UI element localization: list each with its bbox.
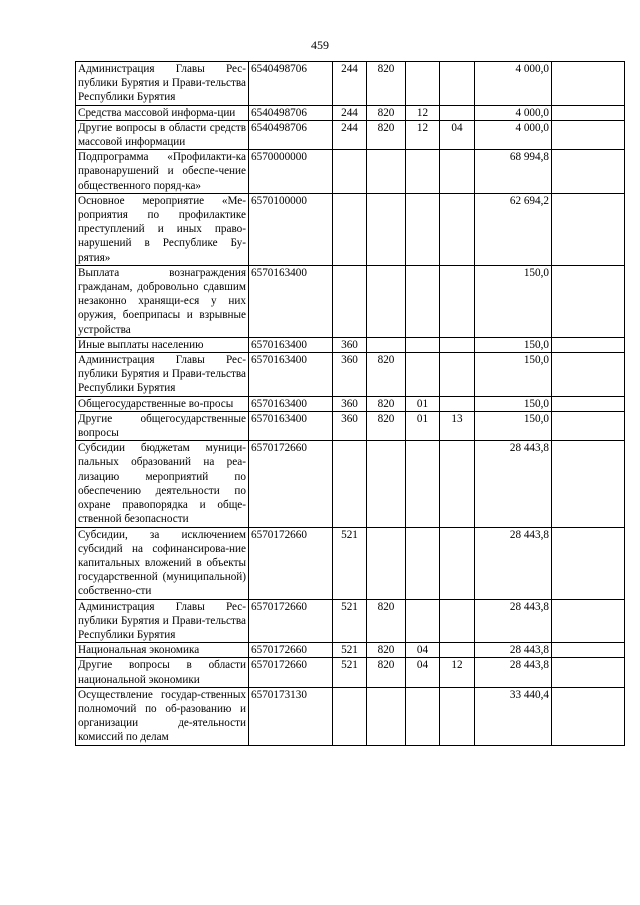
row-subsection [440, 643, 475, 658]
row-subsection: 13 [440, 411, 475, 440]
row-section: 04 [406, 643, 440, 658]
row-expense-type [333, 265, 367, 337]
row-expense-type: 360 [333, 353, 367, 397]
table-row [76, 337, 625, 352]
row-section: 04 [406, 658, 440, 687]
row-amount: 4 000,0 [475, 62, 552, 106]
row-code: 6570172660 [249, 599, 333, 643]
row-amount: 150,0 [475, 265, 552, 337]
row-name: Другие вопросы в области национальной экономики [76, 658, 249, 687]
row-section [406, 353, 440, 397]
row-name: Иные выплаты населению [76, 337, 249, 352]
table-row [76, 193, 625, 265]
row-code: 6570173130 [249, 687, 333, 745]
row-amount: 68 994,8 [475, 150, 552, 194]
row-name: Другие вопросы в области средств массовой информации [76, 120, 249, 149]
row-expense-type [333, 150, 367, 194]
row-amount: 33 440,4 [475, 687, 552, 745]
row-empty-cell [552, 643, 625, 658]
row-empty-cell [552, 599, 625, 643]
table-row [76, 150, 625, 194]
table-row [76, 527, 625, 599]
row-section: 01 [406, 411, 440, 440]
page-number: 459 [311, 38, 329, 52]
row-empty-cell [552, 658, 625, 687]
row-name: Администрация Главы Рес-публики Бурятия и Прави-тельства Республики Бурятия [76, 62, 249, 106]
row-code: 6570100000 [249, 193, 333, 265]
row-code: 6540498706 [249, 120, 333, 149]
row-name: Осуществление государ-ственных полномочий по об-разованию и организации де-ятельности комиссий по делам [76, 687, 249, 745]
table-row [76, 441, 625, 527]
row-subsection [440, 193, 475, 265]
row-expense-type: 521 [333, 658, 367, 687]
table-row [76, 120, 625, 149]
budget-table [75, 61, 625, 746]
row-department: 820 [367, 658, 406, 687]
row-department: 820 [367, 353, 406, 397]
row-amount: 150,0 [475, 411, 552, 440]
row-empty-cell [552, 396, 625, 411]
table-row [76, 687, 625, 745]
row-expense-type [333, 441, 367, 527]
row-subsection [440, 150, 475, 194]
row-expense-type: 244 [333, 120, 367, 149]
row-expense-type [333, 687, 367, 745]
row-amount: 150,0 [475, 353, 552, 397]
table-row [76, 643, 625, 658]
row-section [406, 337, 440, 352]
row-code: 6570163400 [249, 353, 333, 397]
row-section: 12 [406, 120, 440, 149]
table-row [76, 105, 625, 120]
row-empty-cell [552, 337, 625, 352]
row-amount: 150,0 [475, 396, 552, 411]
row-name: Общегосударственные во-просы [76, 396, 249, 411]
row-expense-type: 360 [333, 396, 367, 411]
row-section [406, 687, 440, 745]
row-subsection [440, 105, 475, 120]
row-empty-cell [552, 150, 625, 194]
row-department: 820 [367, 599, 406, 643]
row-code: 6570172660 [249, 527, 333, 599]
row-department [367, 337, 406, 352]
table-row [76, 62, 625, 106]
table-row [76, 396, 625, 411]
row-empty-cell [552, 193, 625, 265]
row-department [367, 150, 406, 194]
row-subsection [440, 337, 475, 352]
row-section [406, 599, 440, 643]
row-code: 6570163400 [249, 411, 333, 440]
row-expense-type: 521 [333, 527, 367, 599]
row-subsection [440, 265, 475, 337]
table-row [76, 599, 625, 643]
row-name: Субсидии, за исключением субсидий на софинансирова-ние капитальных вложений в объекты государственной (муниципальной) собственно-сти [76, 527, 249, 599]
row-expense-type: 360 [333, 411, 367, 440]
row-subsection [440, 396, 475, 411]
row-expense-type [333, 193, 367, 265]
row-empty-cell [552, 353, 625, 397]
table-row [76, 265, 625, 337]
row-code: 6570172660 [249, 658, 333, 687]
row-name: Субсидии бюджетам муници-пальных образований на реа-лизацию мероприятий по обеспечению деятельности по охране правопорядка и обще-ственной безопасности [76, 441, 249, 527]
row-section [406, 527, 440, 599]
row-empty-cell [552, 62, 625, 106]
row-empty-cell [552, 441, 625, 527]
row-department: 820 [367, 396, 406, 411]
row-code: 6570163400 [249, 396, 333, 411]
row-subsection [440, 353, 475, 397]
row-subsection [440, 62, 475, 106]
row-code: 6540498706 [249, 105, 333, 120]
row-amount: 62 694,2 [475, 193, 552, 265]
row-amount: 28 443,8 [475, 527, 552, 599]
row-department: 820 [367, 120, 406, 149]
row-department [367, 687, 406, 745]
row-subsection: 12 [440, 658, 475, 687]
row-empty-cell [552, 120, 625, 149]
row-code: 6570172660 [249, 441, 333, 527]
row-amount: 28 443,8 [475, 658, 552, 687]
row-department [367, 441, 406, 527]
row-name: Выплата вознаграждения гражданам, добровольно сдавшим незаконно хранящи-еся у них оружия, боеприпасы и взрывные устройства [76, 265, 249, 337]
row-empty-cell [552, 687, 625, 745]
row-subsection [440, 599, 475, 643]
row-amount: 28 443,8 [475, 643, 552, 658]
row-empty-cell [552, 527, 625, 599]
row-code: 6570172660 [249, 643, 333, 658]
row-section [406, 441, 440, 527]
table-row [76, 353, 625, 397]
row-name: Подпрограмма «Профилакти-ка правонарушений и обеспе-чение общественного поряд-ка» [76, 150, 249, 194]
row-amount: 4 000,0 [475, 105, 552, 120]
table-row [76, 658, 625, 687]
row-section [406, 62, 440, 106]
row-section: 12 [406, 105, 440, 120]
row-name: Администрация Главы Рес-публики Бурятия и Прави-тельства Республики Бурятия [76, 353, 249, 397]
row-code: 6540498706 [249, 62, 333, 106]
row-section [406, 193, 440, 265]
row-expense-type: 360 [333, 337, 367, 352]
row-name: Основное мероприятие «Ме-роприятия по профилактике преступлений и иных право-нарушений в Республике Бу-рятия» [76, 193, 249, 265]
row-subsection [440, 441, 475, 527]
row-department: 820 [367, 643, 406, 658]
row-code: 6570163400 [249, 337, 333, 352]
row-amount: 28 443,8 [475, 441, 552, 527]
row-department: 820 [367, 62, 406, 106]
row-subsection [440, 527, 475, 599]
row-subsection [440, 687, 475, 745]
row-expense-type: 244 [333, 105, 367, 120]
row-subsection: 04 [440, 120, 475, 149]
row-amount: 4 000,0 [475, 120, 552, 149]
row-department: 820 [367, 411, 406, 440]
row-expense-type: 521 [333, 643, 367, 658]
row-amount: 28 443,8 [475, 599, 552, 643]
row-empty-cell [552, 105, 625, 120]
row-expense-type: 244 [333, 62, 367, 106]
row-name: Другие общегосударственные вопросы [76, 411, 249, 440]
row-section: 01 [406, 396, 440, 411]
table-row [76, 411, 625, 440]
row-department: 820 [367, 105, 406, 120]
row-empty-cell [552, 265, 625, 337]
row-code: 6570000000 [249, 150, 333, 194]
row-name: Средства массовой информа-ции [76, 105, 249, 120]
row-amount: 150,0 [475, 337, 552, 352]
row-expense-type: 521 [333, 599, 367, 643]
row-department [367, 193, 406, 265]
row-section [406, 265, 440, 337]
budget-table-body [76, 62, 625, 746]
row-name: Национальная экономика [76, 643, 249, 658]
row-name: Администрация Главы Рес-публики Бурятия и Прави-тельства Республики Бурятия [76, 599, 249, 643]
row-section [406, 150, 440, 194]
row-department [367, 527, 406, 599]
row-code: 6570163400 [249, 265, 333, 337]
row-empty-cell [552, 411, 625, 440]
row-department [367, 265, 406, 337]
